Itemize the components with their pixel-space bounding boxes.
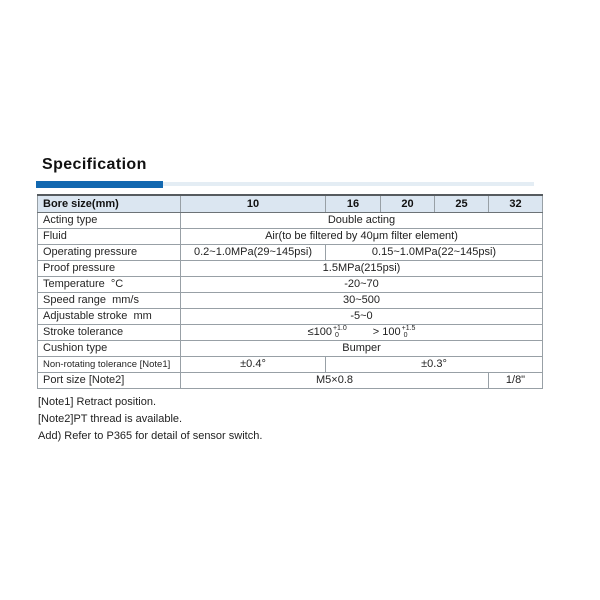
spec-row-label: Fluid xyxy=(38,229,181,245)
spec-col-header: 32 xyxy=(489,195,543,213)
footnote-2: [Note2]PT thread is available. xyxy=(38,413,183,425)
footnote-3: Add) Refer to P365 for detail of sensor switch. xyxy=(38,430,263,442)
spec-header-row xyxy=(38,195,543,213)
spec-row xyxy=(38,373,543,389)
spec-row xyxy=(38,261,543,277)
spec-row-label: Temperature °C xyxy=(38,277,181,293)
spec-row xyxy=(38,213,543,229)
spec-row-label: Operating pressure xyxy=(38,245,181,261)
spec-cell: -5~0 xyxy=(181,309,543,325)
spec-cell: 0.15~1.0MPa(22~145psi) xyxy=(326,245,543,261)
spec-row xyxy=(38,325,543,341)
spec-cell: -20~70 xyxy=(181,277,543,293)
spec-col-header: 16 xyxy=(326,195,381,213)
spec-row xyxy=(38,309,543,325)
spec-cell: 30~500 xyxy=(181,293,543,309)
tolerance-values xyxy=(308,325,416,340)
page-title: Specification xyxy=(42,156,147,173)
spec-row xyxy=(38,293,543,309)
spec-cell: Bumper xyxy=(181,341,543,357)
spec-row-label: Speed range mm/s xyxy=(38,293,181,309)
spec-cell xyxy=(181,325,543,341)
spec-row xyxy=(38,357,543,373)
footnote-1: [Note1] Retract position. xyxy=(38,396,157,408)
spec-row xyxy=(38,245,543,261)
spec-row-label: Port size [Note2] xyxy=(38,373,181,389)
spec-row xyxy=(38,229,543,245)
spec-row-label: Non-rotating tolerance [Note1] xyxy=(38,357,181,373)
title-underline xyxy=(37,181,543,188)
spec-cell: 1/8" xyxy=(489,373,543,389)
spec-row-label: Proof pressure xyxy=(38,261,181,277)
spec-col-header: 10 xyxy=(181,195,326,213)
spec-cell: 1.5MPa(215psi) xyxy=(181,261,543,277)
spec-row xyxy=(38,341,543,357)
spec-cell: Air(to be filtered by 40μm filter element) xyxy=(181,229,543,245)
spec-row-label: Cushion type xyxy=(38,341,181,357)
specification-page xyxy=(37,156,543,445)
spec-cell: Double acting xyxy=(181,213,543,229)
tolerance-value: ≤100 +1.0 0 xyxy=(307,325,347,339)
title-underline-accent xyxy=(36,181,163,188)
spec-cell: ±0.3° xyxy=(326,357,543,373)
spec-cell: 0.2~1.0MPa(29~145psi) xyxy=(181,245,326,261)
spec-col-header: 20 xyxy=(381,195,435,213)
tolerance-value: > 100 +1.5 0 xyxy=(372,325,416,339)
spec-row-label: Adjustable stroke mm xyxy=(38,309,181,325)
spec-col-header: 25 xyxy=(435,195,489,213)
spec-row-label: Acting type xyxy=(38,213,181,229)
specification-table xyxy=(37,194,543,389)
spec-cell: ±0.4° xyxy=(181,357,326,373)
footnotes xyxy=(38,394,543,445)
spec-table-body xyxy=(38,213,543,389)
spec-header-label: Bore size(mm) xyxy=(38,195,181,213)
spec-cell: M5×0.8 xyxy=(181,373,489,389)
spec-row-label: Stroke tolerance xyxy=(38,325,181,341)
spec-row xyxy=(38,277,543,293)
